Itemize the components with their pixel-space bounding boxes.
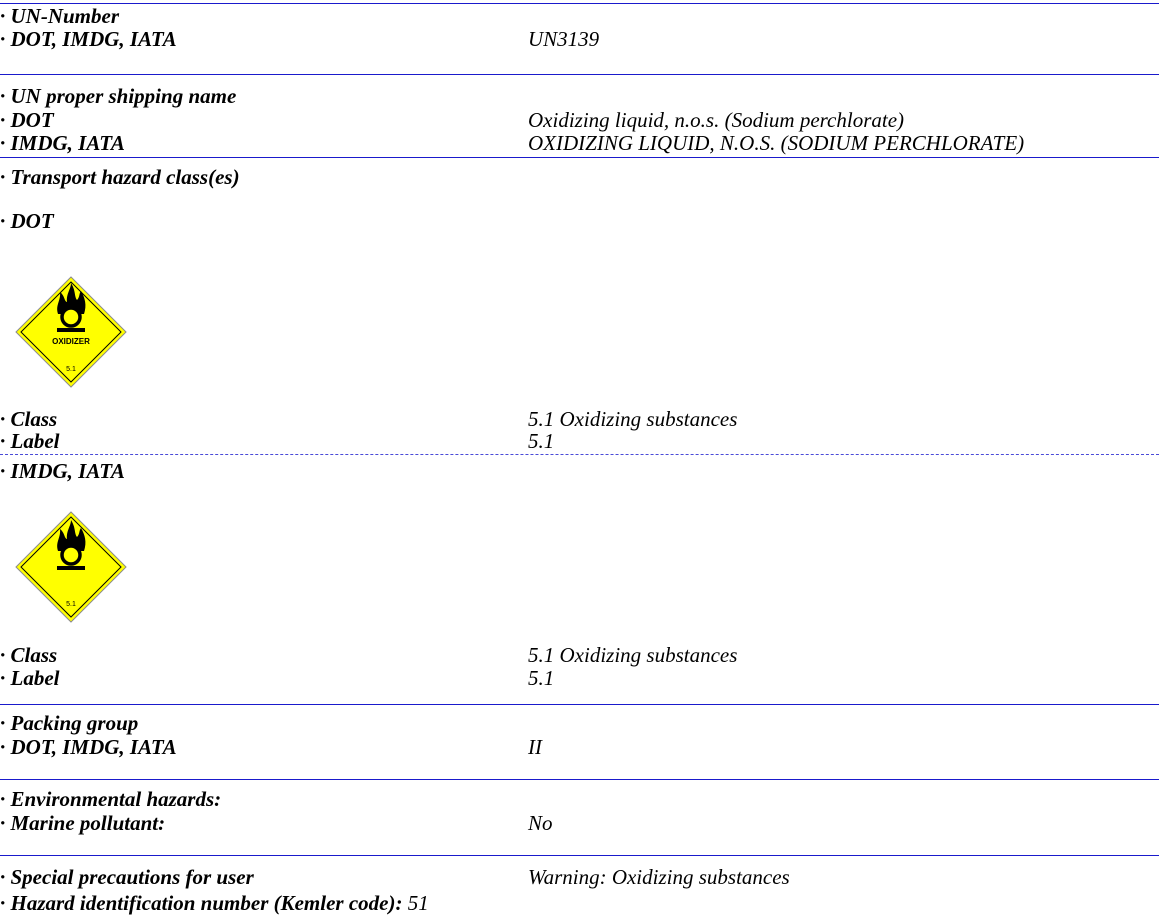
shipping-name-imdg-value: OXIDIZING LIQUID, N.O.S. (SODIUM PERCHLORATE) bbox=[528, 131, 1025, 155]
section-rule bbox=[0, 779, 1159, 780]
imdg-class-label: · Class bbox=[0, 643, 58, 667]
packing-group-row-label: · DOT, IMDG, IATA bbox=[0, 735, 177, 759]
placard-number: 5.1 bbox=[66, 366, 76, 373]
special-precautions-value: Warning: Oxidizing substances bbox=[528, 865, 790, 889]
oxidizer-placard-dot bbox=[14, 275, 128, 389]
imdg-label-value: 5.1 bbox=[528, 666, 555, 690]
placard-text: OXIDIZER bbox=[52, 337, 90, 346]
section-rule bbox=[0, 704, 1159, 705]
dot-heading: · DOT bbox=[0, 209, 54, 233]
shipping-name-dot-value: Oxidizing liquid, n.o.s. (Sodium perchlorate) bbox=[528, 108, 905, 132]
dot-label-label: · Label bbox=[0, 429, 60, 453]
section-rule bbox=[0, 74, 1159, 75]
dashed-divider bbox=[0, 454, 1159, 455]
shipping-name-heading: · UN proper shipping name bbox=[0, 84, 237, 108]
marine-pollutant-value: No bbox=[528, 811, 553, 835]
imdg-label-label: · Label bbox=[0, 666, 60, 690]
marine-pollutant-label: · Marine pollutant: bbox=[0, 811, 166, 835]
section-rule bbox=[0, 855, 1159, 856]
packing-group-heading: · Packing group bbox=[0, 711, 139, 735]
shipping-name-imdg-label: · IMDG, IATA bbox=[0, 131, 125, 155]
special-precautions-label: · Special precautions for user bbox=[0, 865, 254, 889]
hazard-class-heading: · Transport hazard class(es) bbox=[0, 165, 240, 189]
placard-number: 5.1 bbox=[66, 601, 76, 608]
dot-class-value: 5.1 Oxidizing substances bbox=[528, 407, 738, 431]
top-rule bbox=[0, 3, 1159, 4]
kemler-label: · Hazard identification number (Kemler code): bbox=[0, 891, 403, 915]
imdg-heading: · IMDG, IATA bbox=[0, 459, 125, 483]
un-number-heading: · UN-Number bbox=[0, 4, 119, 28]
un-number-value: UN3139 bbox=[528, 27, 600, 51]
environmental-heading: · Environmental hazards: bbox=[0, 787, 222, 811]
packing-group-value: II bbox=[528, 735, 542, 759]
un-number-row-label: · DOT, IMDG, IATA bbox=[0, 27, 177, 51]
imdg-class-value: 5.1 Oxidizing substances bbox=[528, 643, 738, 667]
shipping-name-dot-label: · DOT bbox=[0, 108, 54, 132]
oxidizer-placard-imdg bbox=[14, 510, 128, 624]
section-rule bbox=[0, 157, 1159, 158]
kemler-row bbox=[0, 891, 429, 915]
dot-label-value: 5.1 bbox=[528, 429, 555, 453]
kemler-value: 51 bbox=[407, 891, 429, 915]
dot-class-label: · Class bbox=[0, 407, 58, 431]
